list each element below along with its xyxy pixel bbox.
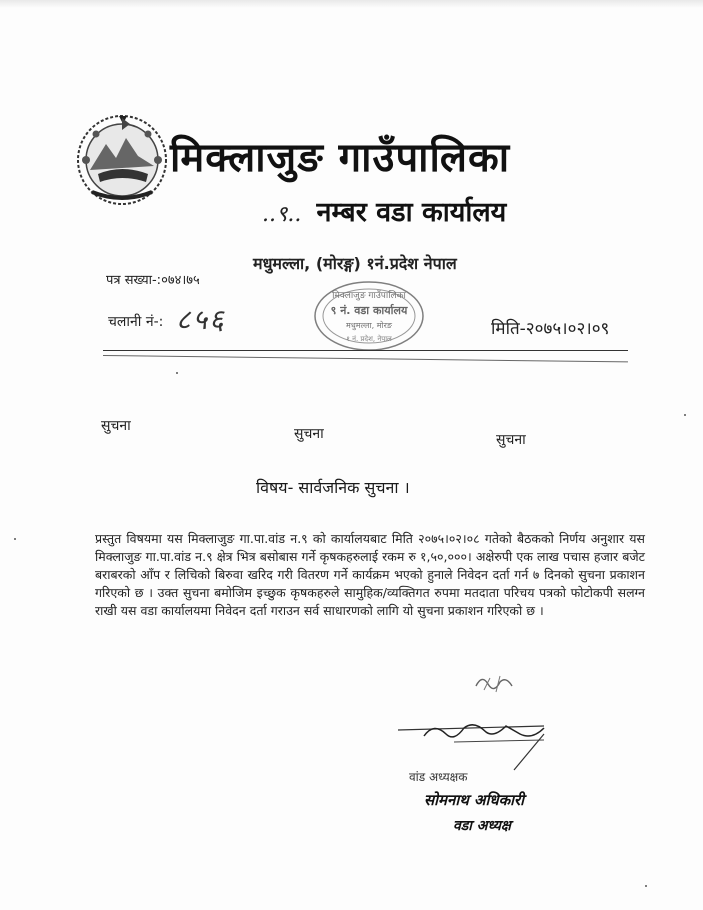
initials-mark-icon (470, 668, 520, 698)
scan-edge (0, 0, 703, 8)
dispatch-number: ८५६ (176, 303, 226, 336)
letter-number: पत्र सख्या-:०७४।७५ (106, 273, 200, 288)
stamp-line-4: १ नं. प्रदेश, नेपाल (346, 335, 392, 343)
notice-label: सुचना (294, 426, 324, 442)
notice-body: प्रस्तुत विषयमा यस मिक्लाजुङ गा.पा.वांड न.९ को कार्यालयबाट मिति २०७५।०२।०८ गतेको बैठकको निर्णय अनुशार यस मिक्लाजुङ गा.पा.वांड न.९ क्षेत्र भित्र बसोबास गर्ने कृषकहरुलाई रकम रु १,५०,०००। अक्षेरुपी एक लाख पचास हजार बजेट बराबरको आँप र लिचिको बिरुवा खरिद गरी वितरण गर्ने कार्यक्रम भएको हुनाले निवेदन दर्ता गर्न ७ दिनको सुचना प्रकाशन गरिएको छ । उक्त सुचना बमोजिम इच्छुक कृषकहरुले सामुहिक/व्यक्तिगत रुपमा मतदाता परिचय पत्रको फोटोकपी सलग्न राखी यस वडा कार्यालयमा निवेदन दर्ता गराउन सर्व साधारणको लागि यो सुचना प्रकाशन गरिएको छ । (95, 531, 645, 618)
ward-number: ..९.. (262, 202, 302, 227)
notice-label: सुचना (496, 432, 526, 448)
signatory-name: सोमनाथ अधिकारी (424, 791, 525, 809)
header-divider (103, 350, 628, 351)
nepal-emblem-icon (72, 108, 172, 208)
stamp-line-2: ९ नं. वडा कार्यालय (330, 304, 408, 317)
office-stamp (310, 278, 428, 356)
municipality-title: मिक्लाजुङ गाउँपालिका (170, 135, 511, 181)
stamp-line-1: मिक्लाजुङ गाउँपालिका (332, 291, 406, 301)
letter-date: मिति-२०७५।०२।०९ (491, 319, 610, 339)
notice-label: सुचना (101, 418, 131, 434)
signatory-title: वांड अध्यक्षक (409, 770, 468, 784)
office-address: मधुमल्ला, (मोरङ्ग) १नं.प्रदेश नेपाल (253, 254, 457, 273)
scan-speck (645, 885, 647, 887)
subject-line: विषय- सार्वजनिक सुचना । (256, 478, 410, 497)
scan-speck (684, 414, 686, 416)
dispatch-label: चलानी नं-: (108, 314, 164, 330)
ward-office-heading (262, 192, 506, 229)
header-divider-secondary (103, 355, 628, 362)
scan-speck (14, 538, 16, 540)
signature-icon (394, 714, 564, 774)
signatory-role: वडा अध्यक्ष (453, 818, 511, 834)
stamp-line-3: मधुमल्ला, मोरङ (346, 321, 392, 330)
ward-office-label: नम्बर वडा कार्यालय (316, 197, 507, 228)
scan-speck (176, 372, 178, 374)
